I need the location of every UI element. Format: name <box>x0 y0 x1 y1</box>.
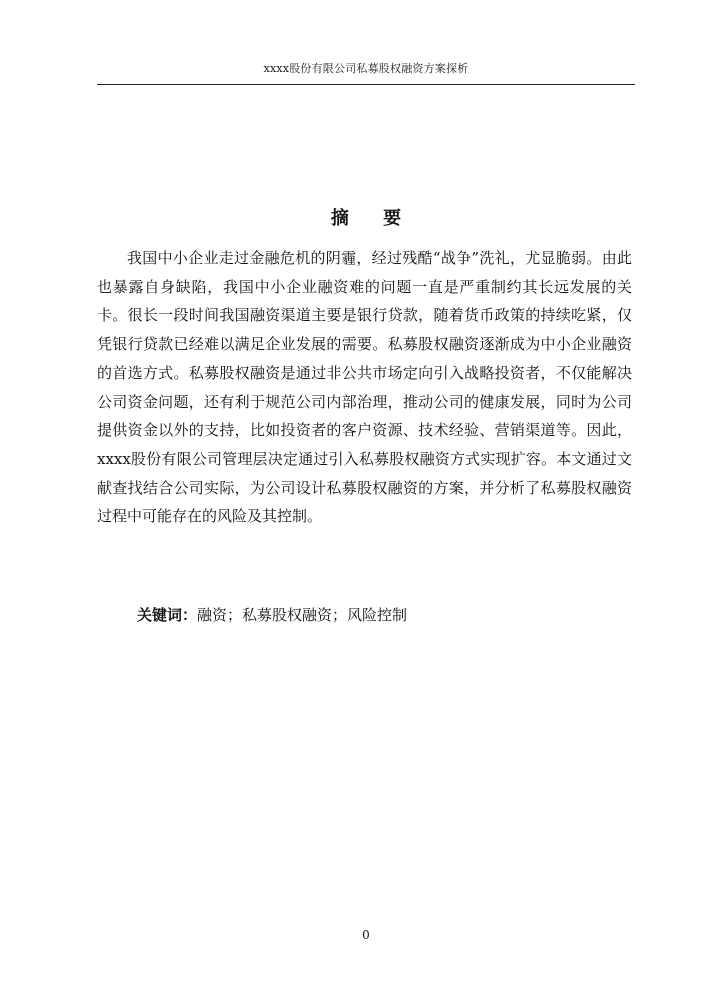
keywords-value: 融资；私募股权融资；风险控制 <box>197 606 408 624</box>
keywords-label: 关键词： <box>137 606 198 624</box>
abstract-title: 摘 要 <box>330 208 416 229</box>
page-number: 0 <box>362 928 370 942</box>
running-header: xxxx股份有限公司私募股权融资方案探析 <box>263 62 469 75</box>
abstract-body: 我国中小企业走过金融危机的阴霾，经过残酷“战争”洗礼，尤显脆弱。由此也暴露自身缺陷，我国中小企业融资难的问题一直是严重制约其长远发展的关卡。很长一段时间我国融资渠道主要是银行贷款，随着货币政策的持续吃紧，仅凭银行贷款已经难以满足企业发展的需要。私募股权融资逐渐成为中小企业融资的首选方式。私募股权融资是通过非公共市场定向引入战略投资者，不仅能解决公司资金问题，还有利于规范公司内部治理，推动公司的健康发展，同时为公司提供资金以外的支持，比如投资者的客户资源、技术经验、营销渠道等。因此，xxxx股份有限公司管理层决定通过引入私募股权融资方式实现扩容。本文通过文献查找结合公司实际，为公司设计私募股权融资的方案，并分析了私募股权融资过程中可能存在的风险及其控制。 <box>97 249 632 526</box>
header-rule <box>97 84 635 85</box>
keywords-line <box>97 601 632 629</box>
